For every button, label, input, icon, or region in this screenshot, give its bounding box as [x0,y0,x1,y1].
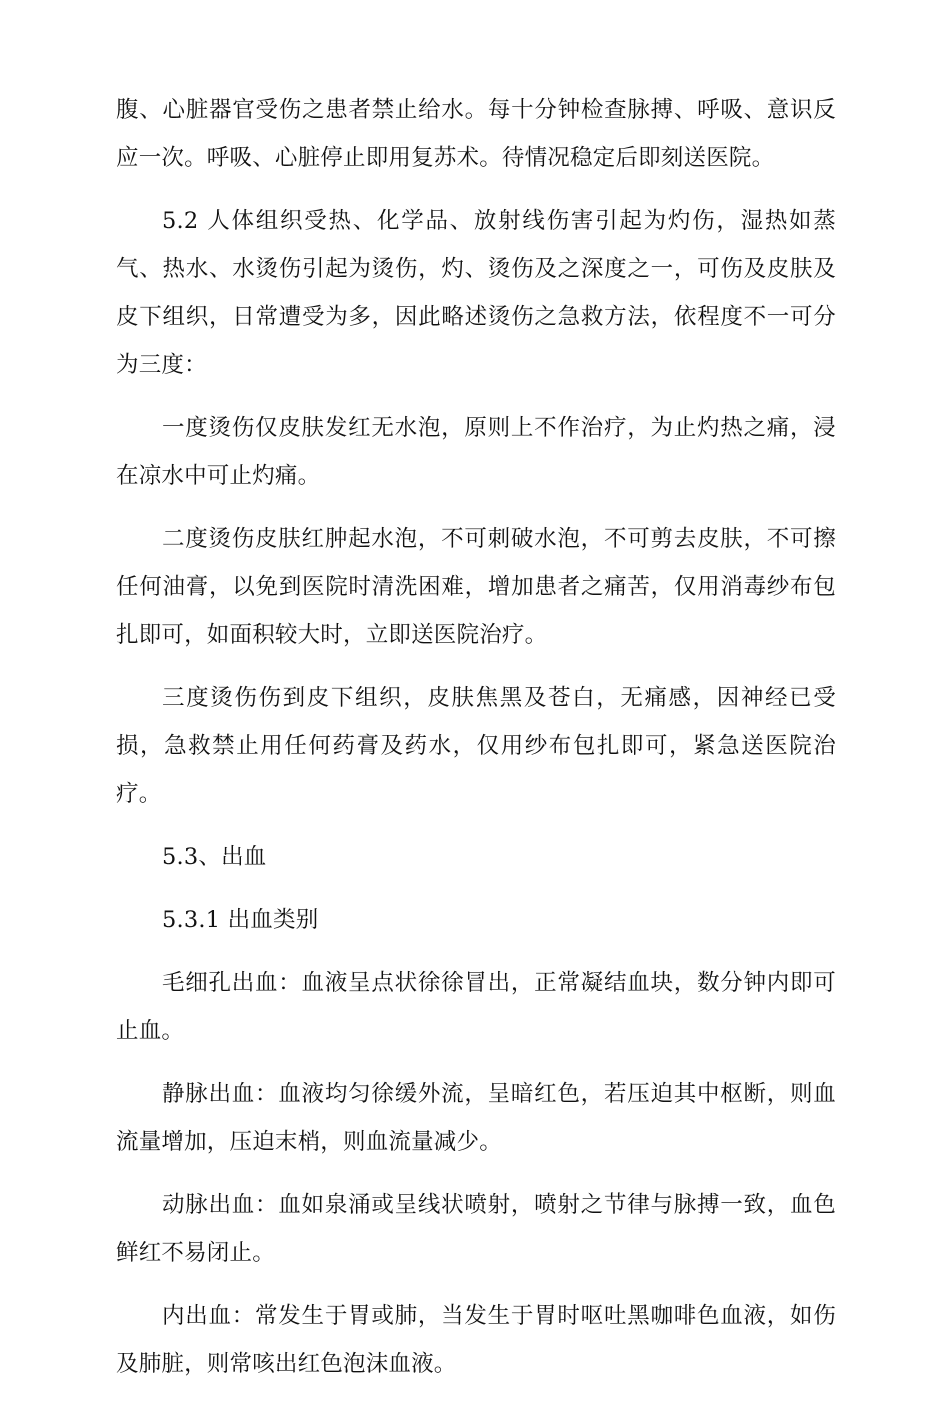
paragraph-capillary-bleeding: 毛细孔出血：血液呈点状徐徐冒出，正常凝结血块，数分钟内即可止血。 [116,970,836,1044]
paragraph-continuation: 腹、心脏器官受伤之患者禁止给水。每十分钟检查脉搏、呼吸、意识反应一次。呼吸、心脏停止即用复苏术。待情况稳定后即刻送医院。 [116,97,836,171]
paragraph-venous-bleeding: 静脉出血：血液均匀徐缓外流，呈暗红色，若压迫其中枢断，则血流量增加，压迫末梢，则血流量减少。 [116,1081,836,1155]
paragraph-internal-bleeding: 内出血：常发生于胃或肺，当发生于胃时呕吐黑咖啡色血液，如伤及肺脏，则常咳出红色泡沫血液。 [116,1303,836,1377]
paragraph-arterial-bleeding: 动脉出血：血如泉涌或呈线状喷射，喷射之节律与脉搏一致，血色鲜红不易闭止。 [116,1192,836,1266]
paragraph-third-degree-burn: 三度烫伤伤到皮下组织，皮肤焦黑及苍白，无痛感，因神经已受损，急救禁止用任何药膏及药水，仅用纱布包扎即可，紧急送医院治疗。 [116,685,836,807]
paragraph-section-5-2: 5.2 人体组织受热、化学品、放射线伤害引起为灼伤，湿热如蒸气、热水、水烫伤引起为烫伤，灼、烫伤及之深度之一，可伤及皮肤及皮下组织，日常遭受为多，因此略述烫伤之急救方法，依程度不一可分为三度： [116,208,836,378]
heading-section-5-3-1: 5.3.1 出血类别 [162,907,319,933]
document-body [116,86,836,1403]
heading-section-5-3: 5.3、出血 [162,844,267,870]
paragraph-first-degree-burn: 一度烫伤仅皮肤发红无水泡，原则上不作治疗，为止灼热之痛，浸在凉水中可止灼痛。 [116,415,836,489]
paragraph-second-degree-burn: 二度烫伤皮肤红肿起水泡，不可刺破水泡，不可剪去皮肤，不可擦任何油膏，以免到医院时清洗困难，增加患者之痛苦，仅用消毒纱布包扎即可，如面积较大时，立即送医院治疗。 [116,526,836,648]
